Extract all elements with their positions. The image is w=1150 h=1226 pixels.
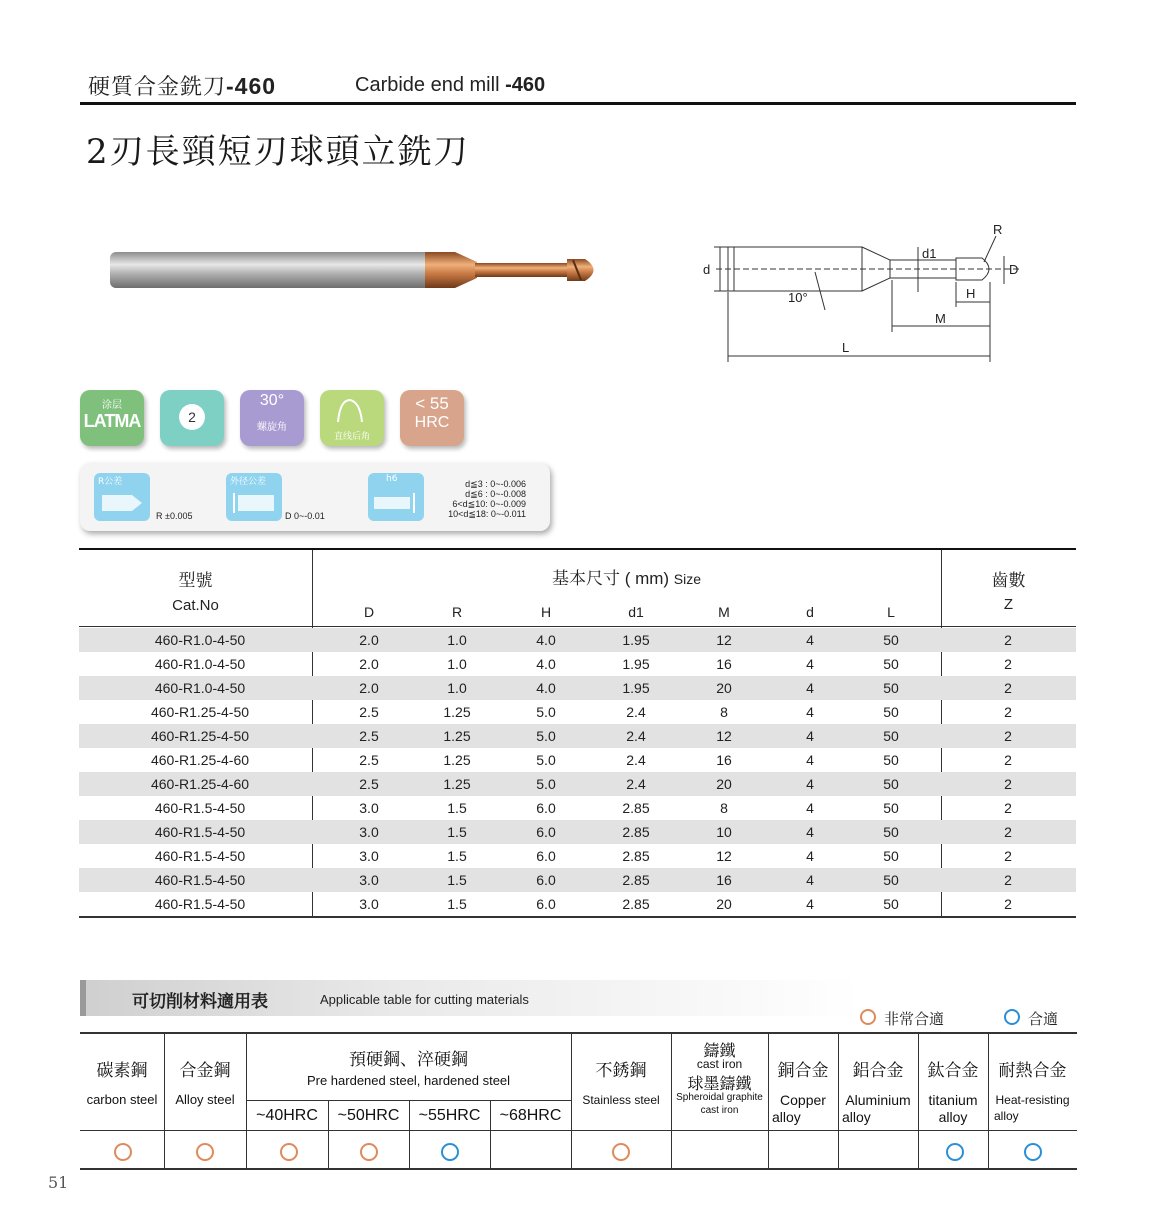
cell-H: 6.0: [536, 848, 556, 864]
cell-R: 1.5: [447, 872, 467, 888]
table-body: [79, 628, 1076, 916]
cell-R: 1.25: [443, 704, 471, 720]
cell-d1: 2.85: [622, 872, 650, 888]
dimension-drawing: [700, 222, 1040, 367]
cell-d1: 2.4: [626, 704, 646, 720]
header-title-en: Carbide end mill -460: [355, 74, 546, 96]
mat-cast-en2a: Spheroidal graphite: [676, 1092, 763, 1103]
cell-D: 3.0: [359, 824, 379, 840]
cell-H: 5.0: [536, 776, 556, 792]
drawing-label-d1: d1: [922, 246, 937, 261]
table-bottom-rule: [79, 916, 1076, 918]
mat-hrc-68: ~68HRC: [499, 1107, 562, 1124]
cell-L: 50: [883, 704, 899, 720]
mat-alu-cn: 鋁合金: [852, 1061, 904, 1080]
mat-stainless-en: Stainless steel: [582, 1093, 660, 1107]
mat-heat-cn: 耐熱合金: [998, 1061, 1067, 1080]
mat-cast-en2b: cast iron: [700, 1105, 739, 1116]
cell-d1: 2.4: [626, 752, 646, 768]
mat-cast-cn1: 鑄鐵: [703, 1043, 736, 1060]
cell-Z: 2: [1004, 848, 1012, 864]
cell-Z: 2: [1004, 728, 1012, 744]
cell-D: 2.0: [359, 680, 379, 696]
cell-L: 50: [883, 776, 899, 792]
mat-hrc-50: ~50HRC: [337, 1107, 400, 1124]
table-row: [79, 652, 1076, 676]
cell-d1: 1.95: [622, 680, 650, 696]
drawing-label-l: L: [842, 340, 850, 355]
cell-D: 2.5: [359, 752, 379, 768]
teeth-header-en: Z: [1003, 596, 1014, 613]
cell-cat-no: 460-R1.5-4-50: [154, 848, 246, 864]
mat-ti-cn: 鈦合金: [927, 1061, 979, 1080]
col-header-L: L: [887, 604, 895, 620]
cell-H: 6.0: [536, 896, 556, 912]
mat-copper-cn: 銅合金: [777, 1061, 829, 1080]
mat-alloy-cn: 合金鋼: [179, 1061, 231, 1080]
page-title: 2刃長頸短刃球頭立銑刀: [86, 132, 470, 172]
cell-R: 1.25: [443, 752, 471, 768]
cell-cat-no: 460-R1.5-4-50: [154, 872, 246, 888]
table-row: [79, 796, 1076, 820]
cell-Z: 2: [1004, 776, 1012, 792]
cell-d: 4: [806, 704, 814, 720]
table-row: [79, 700, 1076, 724]
cell-H: 6.0: [536, 824, 556, 840]
mat-heat-en1: Heat-resisting: [995, 1093, 1070, 1107]
mat-carbon-cn: 碳素鋼: [96, 1061, 148, 1080]
table-row: [79, 892, 1076, 916]
col-header-d: d: [806, 604, 814, 620]
h6-tolerance-list: d≦3 : 0~-0.006 d≦6 : 0~-0.008 6<d≦10: 0~-0.009 10<d≦18: 0~-0.011: [448, 479, 526, 519]
h6-tolerance-icon: [372, 491, 420, 515]
cell-d1: 2.4: [626, 776, 646, 792]
cell-d1: 2.85: [622, 800, 650, 816]
table-row: [79, 748, 1076, 772]
cell-M: 16: [716, 872, 732, 888]
mat-alu-en1: Aluminium: [845, 1092, 911, 1108]
flutes-count: 2: [179, 404, 205, 430]
flutes-badge: [160, 390, 224, 446]
cell-d: 4: [806, 656, 814, 672]
cell-L: 50: [883, 656, 899, 672]
very-suitable-icon: [280, 1143, 298, 1161]
col-header-R: R: [451, 604, 463, 620]
col-header-d1: d1: [628, 604, 644, 620]
suitable-icon: [946, 1143, 964, 1161]
materials-title-cn: 可切削材料適用表: [132, 992, 268, 1012]
h6-tolerance-card: h6: [368, 473, 424, 521]
mat-alloy-en: Alloy steel: [175, 1092, 235, 1107]
cell-R: 1.25: [443, 776, 471, 792]
cell-L: 50: [883, 848, 899, 864]
cell-H: 4.0: [536, 656, 556, 672]
cell-M: 12: [716, 728, 732, 744]
table-top-rule: [79, 548, 1076, 550]
teeth-header-cn: 齒數: [991, 571, 1026, 590]
cell-d: 4: [806, 632, 814, 648]
suitable-icon: [1024, 1143, 1042, 1161]
mat-stainless-cn: 不銹鋼: [595, 1061, 647, 1080]
mat-ti-en1: titanium: [928, 1092, 978, 1108]
cell-Z: 2: [1004, 656, 1012, 672]
cell-d1: 2.85: [622, 824, 650, 840]
mat-ti-en2: alloy: [938, 1109, 968, 1125]
cell-D: 2.5: [359, 728, 379, 744]
legend-ok-icon: [1004, 1009, 1020, 1025]
very-suitable-icon: [360, 1143, 378, 1161]
cell-D: 3.0: [359, 800, 379, 816]
cell-R: 1.5: [447, 896, 467, 912]
very-suitable-icon: [612, 1143, 630, 1161]
cell-d1: 2.85: [622, 896, 650, 912]
hrc-badge: < 55 HRC: [400, 390, 464, 446]
model-header-cn: 型號: [178, 571, 213, 590]
mat-carbon-en: carbon steel: [86, 1092, 158, 1107]
legend-very-icon: [860, 1009, 876, 1025]
mat-hard-cn: 預硬鋼、淬硬鋼: [349, 1050, 468, 1069]
cell-d1: 2.85: [622, 848, 650, 864]
cell-L: 50: [883, 824, 899, 840]
cell-L: 50: [883, 800, 899, 816]
cell-H: 4.0: [536, 632, 556, 648]
cell-R: 1.0: [447, 680, 467, 696]
cell-D: 2.0: [359, 632, 379, 648]
cell-d: 4: [806, 800, 814, 816]
tolerance-panel: [80, 463, 550, 531]
cell-H: 6.0: [536, 872, 556, 888]
mat-alu-en2: alloy: [842, 1109, 871, 1125]
col-header-H: H: [540, 604, 552, 620]
drawing-label-d: d: [703, 262, 711, 277]
r-tolerance-card: R公差: [94, 473, 150, 521]
cell-H: 5.0: [536, 704, 556, 720]
cell-Z: 2: [1004, 824, 1012, 840]
cell-M: 8: [720, 800, 728, 816]
cell-M: 16: [716, 752, 732, 768]
cell-R: 1.5: [447, 824, 467, 840]
cell-cat-no: 460-R1.25-4-50: [150, 728, 250, 744]
cell-d: 4: [806, 824, 814, 840]
materials-table: [80, 1032, 1077, 1170]
cell-D: 3.0: [359, 872, 379, 888]
cell-L: 50: [883, 680, 899, 696]
page-number: 51: [48, 1173, 69, 1192]
cell-L: 50: [883, 728, 899, 744]
cell-R: 1.5: [447, 800, 467, 816]
end-mill-photo: [105, 244, 605, 296]
drawing-label-h: H: [966, 286, 976, 301]
cell-D: 3.0: [359, 896, 379, 912]
cell-H: 6.0: [536, 800, 556, 816]
coating-badge: 涂层 LATMA: [80, 390, 144, 446]
cell-H: 5.0: [536, 752, 556, 768]
cell-d1: 1.95: [622, 632, 650, 648]
very-suitable-icon: [196, 1143, 214, 1161]
cell-D: 2.5: [359, 776, 379, 792]
mat-heat-en2: alloy: [994, 1109, 1019, 1123]
cell-H: 4.0: [536, 680, 556, 696]
cell-d: 4: [806, 728, 814, 744]
cell-M: 12: [716, 632, 732, 648]
r-tolerance-icon: [102, 491, 142, 515]
table-row: [79, 676, 1076, 700]
cell-cat-no: 460-R1.5-4-50: [154, 896, 246, 912]
cell-L: 50: [883, 872, 899, 888]
cell-d1: 1.95: [622, 656, 650, 672]
cell-Z: 2: [1004, 752, 1012, 768]
relief-angle-badge: 直线后角: [320, 390, 384, 446]
mat-hrc-55: ~55HRC: [418, 1107, 481, 1124]
cell-Z: 2: [1004, 680, 1012, 696]
materials-title-en: Applicable table for cutting materials: [320, 992, 529, 1007]
cell-cat-no: 460-R1.0-4-50: [154, 680, 246, 696]
cell-d: 4: [806, 872, 814, 888]
mat-copper-en2: alloy: [772, 1109, 801, 1125]
cell-R: 1.5: [447, 848, 467, 864]
mat-hard-en: Pre hardened steel, hardened steel: [306, 1073, 511, 1088]
mat-cast-cn2: 球墨鑄鐵: [687, 1076, 752, 1093]
cell-d1: 2.4: [626, 728, 646, 744]
cell-M: 8: [720, 704, 728, 720]
dimensions-table: [79, 548, 1076, 918]
cell-d: 4: [806, 776, 814, 792]
cell-Z: 2: [1004, 896, 1012, 912]
relief-angle-icon: [332, 394, 372, 424]
cell-D: 2.0: [359, 656, 379, 672]
r-tolerance-value: R ±0.005: [156, 511, 193, 521]
cell-d: 4: [806, 848, 814, 864]
table-row: [79, 628, 1076, 652]
cell-Z: 2: [1004, 872, 1012, 888]
cell-R: 1.0: [447, 656, 467, 672]
cell-cat-no: 460-R1.5-4-50: [154, 824, 246, 840]
mat-hrc-40: ~40HRC: [256, 1107, 318, 1124]
table-row: [79, 868, 1076, 892]
cell-M: 20: [716, 776, 732, 792]
cell-M: 12: [716, 848, 732, 864]
materials-title-bar: [80, 980, 860, 1016]
header-title-cn: 硬質合金銑刀-460: [88, 73, 277, 100]
model-header-en: Cat.No: [172, 597, 219, 614]
table-row: [79, 772, 1076, 796]
table-row: [79, 844, 1076, 868]
cell-cat-no: 460-R1.25-4-60: [150, 752, 250, 768]
cell-Z: 2: [1004, 800, 1012, 816]
cell-cat-no: 460-R1.0-4-50: [154, 632, 246, 648]
cell-M: 16: [716, 656, 732, 672]
suitable-icon: [441, 1143, 459, 1161]
cell-Z: 2: [1004, 632, 1012, 648]
od-tolerance-card: 外径公差: [226, 473, 282, 521]
cell-D: 2.5: [359, 704, 379, 720]
cell-cat-no: 460-R1.5-4-50: [154, 800, 246, 816]
drawing-label-D: D: [1009, 262, 1019, 277]
cell-L: 50: [883, 896, 899, 912]
drawing-label-angle: 10°: [788, 290, 808, 305]
size-header: 基本尺寸 ( mm) Size: [551, 569, 702, 588]
cell-H: 5.0: [536, 728, 556, 744]
cell-M: 20: [716, 680, 732, 696]
table-row: [79, 820, 1076, 844]
cell-M: 20: [716, 896, 732, 912]
cell-cat-no: 460-R1.25-4-50: [150, 704, 250, 720]
cell-R: 1.25: [443, 728, 471, 744]
mat-cast-en1: cast iron: [696, 1057, 743, 1071]
od-tolerance-value: D 0~-0.01: [285, 511, 325, 521]
col-header-M: M: [718, 604, 730, 620]
od-tolerance-icon: [232, 491, 276, 515]
cell-D: 3.0: [359, 848, 379, 864]
cell-M: 10: [716, 824, 732, 840]
mat-copper-en1: Copper: [780, 1092, 826, 1108]
cell-d: 4: [806, 680, 814, 696]
table-header-rule: [79, 626, 1076, 627]
cell-L: 50: [883, 632, 899, 648]
col-header-D: D: [363, 604, 375, 620]
cell-d: 4: [806, 752, 814, 768]
cell-R: 1.0: [447, 632, 467, 648]
cell-L: 50: [883, 752, 899, 768]
drawing-label-m: M: [935, 311, 946, 326]
drawing-label-r: R: [993, 222, 1003, 237]
cell-cat-no: 460-R1.25-4-60: [150, 776, 250, 792]
header-rule: [80, 102, 1076, 105]
helix-angle-badge: 30° 螺旋角: [240, 390, 304, 446]
very-suitable-icon: [114, 1143, 132, 1161]
table-row: [79, 724, 1076, 748]
cell-cat-no: 460-R1.0-4-50: [154, 656, 246, 672]
cell-d: 4: [806, 896, 814, 912]
cell-Z: 2: [1004, 704, 1012, 720]
